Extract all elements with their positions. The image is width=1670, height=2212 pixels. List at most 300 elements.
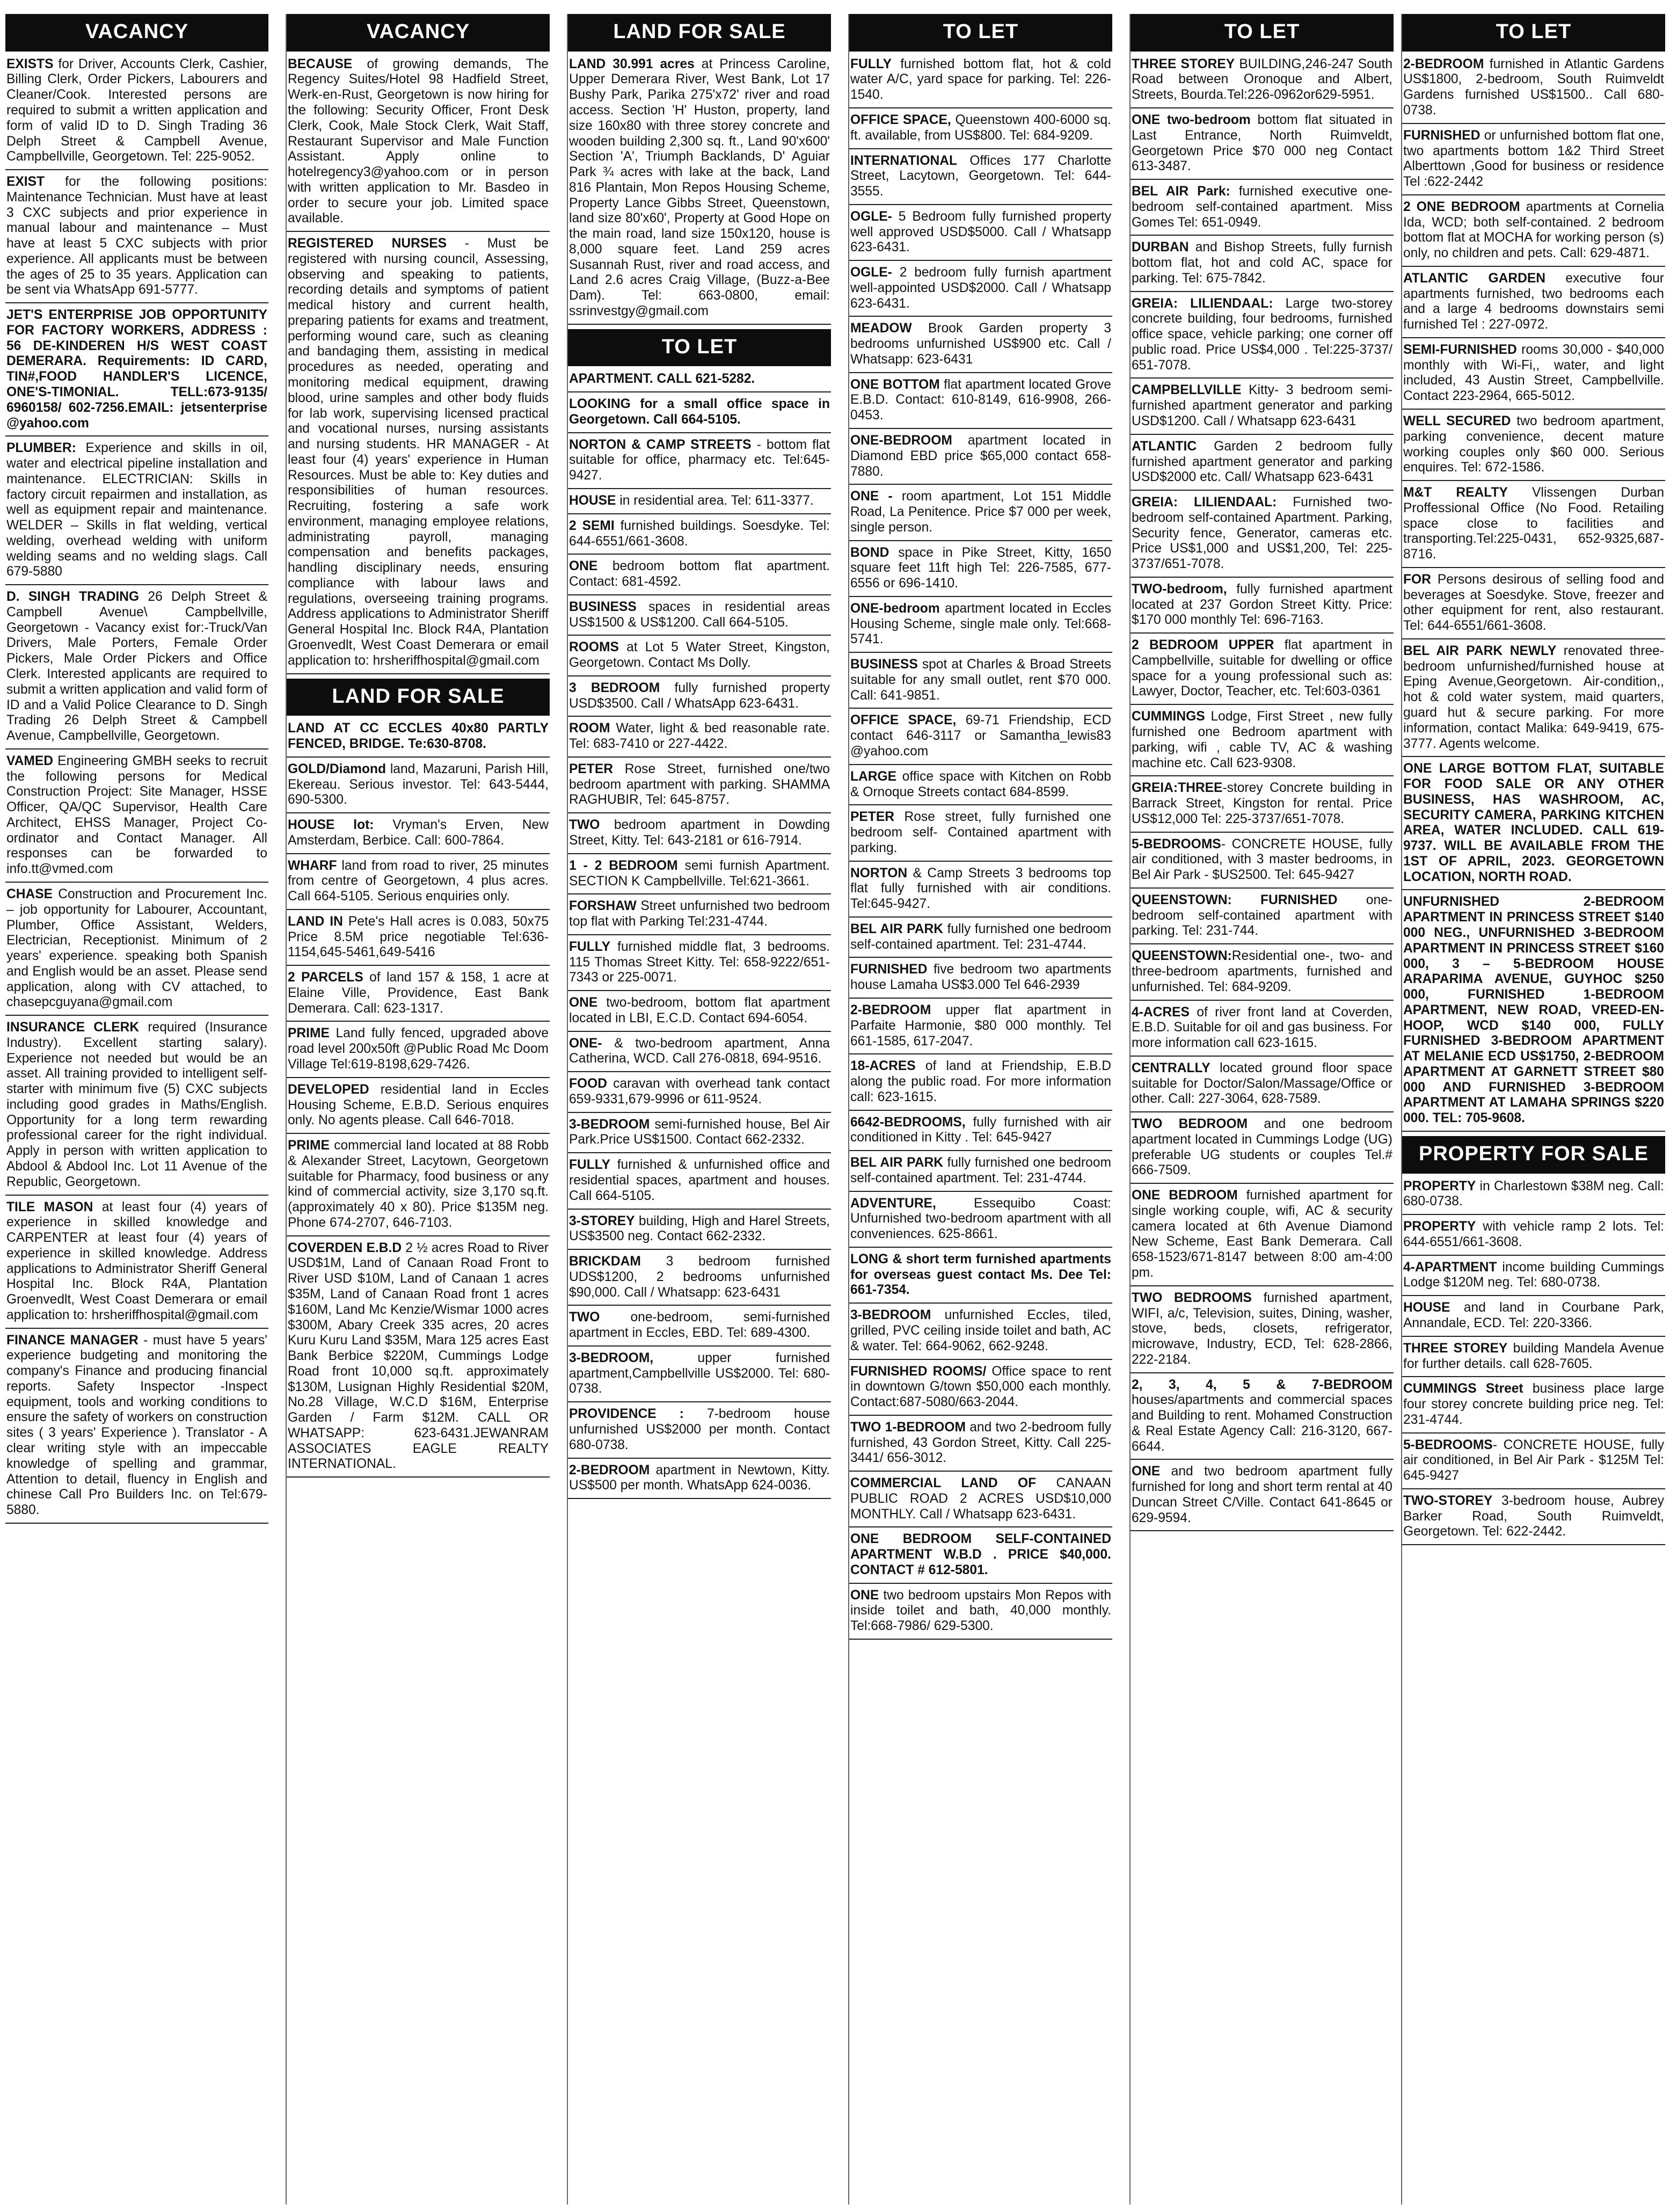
classified-ad — [1131, 1291, 1394, 1373]
ad-body-text: apartment located in Diamond EBD price $65,000 contact 658-7880. — [850, 433, 1111, 479]
ad-lead-text: ONE - — [850, 489, 893, 504]
ad-body-text: one-bedroom, semi-furnished apartment in Eccles, EBD. Tel: 689-4300. — [569, 1310, 830, 1341]
classified-ad — [1402, 894, 1665, 1131]
ad-body-text: Vlissengen Durban Proffessional Office (No Food. Retailing space close to facilities and transporting.Tel:225-0431, 652-9325,687-8716. — [1403, 485, 1664, 562]
classified-ad — [849, 489, 1112, 541]
ad-body-text: spot at Charles & Broad Streets suitable for any small outlet, rent $70 000. Call: 641-9851. — [850, 657, 1111, 703]
ad-lead-text: 3-BEDROOM — [850, 1308, 931, 1323]
ad-lead-text: COMMERCIAL LAND OF — [850, 1476, 1037, 1491]
ad-lead-text: D. SINGH TRADING — [6, 590, 140, 605]
ad-body-text: flat apartment located Grove E.B.D. Contact: 610-8149, 616-9908, 266-0453. — [850, 377, 1111, 423]
ad-lead-text: TWO 1-BEDROOM — [850, 1420, 966, 1435]
ad-lead-text: BRICKDAM — [569, 1254, 641, 1269]
classified-ad — [287, 762, 550, 813]
ad-body-text: bedroom bottom flat apartment. Contact: 681-4592. — [569, 559, 830, 590]
ad-body-text: apartments at Cornelia Ida, WCD; both self-contained. 2 bedroom bottom flat at MOCHA for working person (s) only, no children and pets. Call: 629-4871. — [1403, 199, 1664, 261]
ad-body-text: apartment in Newtown, Kitty. US$500 per month. WhatsApp 624-0036. — [569, 1462, 830, 1493]
ad-body-text: two bedroom apartment, parking convenience, decent mature working couples only $60 000. Serious enquires. Tel: 672-1586. — [1403, 414, 1665, 475]
ad-lead-text: 3-BEDROOM — [569, 1117, 650, 1132]
ad-lead-text: FOOD — [569, 1076, 608, 1092]
ad-lead-text: OFFICE SPACE, — [850, 112, 951, 127]
classified-ad — [849, 154, 1112, 205]
classified-ad — [5, 887, 268, 1016]
ad-body-text: houses/apartments and commercial spaces and Building to rent. Mohamed Construction & Real Estate Agency Call: 216-3120, 667-6644. — [1132, 1393, 1392, 1454]
ad-body-text: Residential one-, two- and three-bedroom apartments, furnished and unfurnished. Tel: 684-9209. — [1132, 949, 1392, 994]
ad-body-text: and two bedroom apartment fully furnished for long and short term rental at 40 Duncan Street C/Ville. Contact 641-8645 or 629-9594. — [1132, 1464, 1392, 1525]
ad-body-text: at Princess Caroline, Upper Demerara River, West Bank, Lot 17 Bushy Park, Parika 275'x72' river and road access. Section 'H' Huston, property, land size 160x80 with three storey concrete and wooden building 2,300 sq. ft., Land 90'x600' Section 'A', Triumph Backlands, D' Aguiar Park ¾ acres with lake at the back, Land 816 Plantain, Mon Repos Housing Scheme, Property Lance Gibbs Street, Queenstown, land size 80'x60', Property at Good Hope on the main road, land size 150x120, house is 8,000 square feet. Land 259 acres Susannah Rust, river and road access, and Land 2.6 acres Craig Village, (Buzz-a-Bee Dam). Tel: 663-0800, email: ssrinvestgy@gmail.com — [569, 56, 830, 318]
ad-body-text: caravan with overhead tank contact 659-9331,679-9996 or 611-9524. — [569, 1076, 830, 1107]
classified-ad — [568, 57, 831, 325]
ad-lead-text: INSURANCE CLERK — [6, 1020, 140, 1035]
ad-body-text: Lodge, First Street , new fully furnished one Bedroom apartment with parking, wifi , cable TV, AC & washing machine etc. Call 623-9308. — [1132, 709, 1392, 770]
ad-body-text: spaces in residential areas US$1500 & US$1200. Call 664-5105. — [569, 599, 830, 630]
classified-ad — [5, 308, 268, 436]
ad-lead-text: ONE BOTTOM — [850, 377, 940, 392]
ad-lead-text: DEVELOPED — [288, 1082, 369, 1097]
ad-body-text: & two-bedroom apartment, Anna Catherina, WCD. Call 276-0818, 694-9516. — [569, 1036, 830, 1066]
classified-ad — [849, 1420, 1112, 1472]
ad-body-text: Construction and Procurement Inc. – job opportunity for Labourer, Accountant, Plumber, Office Assistant, Welders, Electrician, Receptionist. Minimum of 2 years' experience. speaking both Spanish and English would be an asset. Please send application, along with CV attached, to chasepcguyana@gmail.com — [6, 886, 267, 1010]
ad-body-text: Vryman's Erven, New Amsterdam, Berbice. Call: 600-7864. — [288, 818, 549, 848]
ad-body-text: 3-bedroom house, Aubrey Barker Road, South Ruimveldt, Georgetown. Tel: 622-2442. — [1403, 1493, 1664, 1539]
classified-ad — [849, 433, 1112, 485]
ad-body-text: office space with Kitchen on Robb & Ornoque Streets contact 684-8599. — [850, 769, 1111, 799]
ad-body-text: with vehicle ramp 2 lots. Tel: 644-6551/661-3608. — [1403, 1219, 1664, 1249]
ad-lead-text: PRIME — [288, 1138, 330, 1153]
classified-ad — [568, 372, 831, 392]
ad-lead-text: ROOMS — [569, 640, 619, 655]
ad-body-text: Water, light & bed reasonable rate. Tel: 683-7410 or 227-4422. — [569, 721, 830, 752]
section-header: TO LET — [849, 14, 1112, 52]
classified-ad — [1131, 1378, 1394, 1460]
classified-ad — [1402, 1179, 1665, 1216]
classified-ad — [568, 681, 831, 717]
classified-ad — [568, 1214, 831, 1250]
column-5 — [1129, 14, 1394, 2204]
ad-body-text: and land in Courbane Park, Annandale, ECD. Tel: 220-3366. — [1403, 1300, 1664, 1330]
ad-body-text: furnished executive one-bedroom self-contained apartment. Miss Gomes Tel: 651-0949. — [1132, 184, 1392, 230]
ad-body-text: - must have 5 years' experience budgeting and monitoring the company's Finance and producing financial reports. Safety Inspector -Inspect equipment, tools and working conditions to ensure the safety of workers on construction sites ( 3 years' Experience ). Translator - A clear writing style with an impeccable knowledge of spelling and grammar, Attention to detail, fluency in English and chinese Call Pro Builders Inc. on Tel:679-5880. — [6, 1333, 267, 1518]
ad-body-text: in Charlestown $38M neg. Call: 680-0738. — [1403, 1178, 1664, 1209]
classified-ad — [1131, 184, 1394, 236]
ad-lead-text: 3 BEDROOM — [569, 680, 660, 695]
ad-body-text: income building Cummings Lodge $120M neg. Tel: 680-0738. — [1403, 1260, 1664, 1290]
ad-body-text: furnished & unfurnished office and residential spaces, apartment and houses. Call 664-5105. — [569, 1158, 830, 1203]
ad-lead-text: ONE BEDROOM — [1132, 1188, 1238, 1203]
ad-lead-text: ADVENTURE, — [850, 1196, 936, 1211]
ad-body-text: furnished buildings. Soesdyke. Tel: 644-6551/661-3608. — [569, 518, 830, 549]
ad-lead-text: QUEENSTOWN: — [1132, 949, 1232, 964]
classified-ad — [568, 1158, 831, 1209]
ad-lead-text: 2-BEDROOM — [569, 1462, 650, 1478]
ad-lead-text: HOUSE — [569, 493, 616, 508]
ad-lead-text: BOND — [850, 545, 889, 560]
ad-body-text: land from road to river, 25 minutes from centre of Georgetown, 4 plus acres. Call 664-5105. Serious enquiries only. — [288, 858, 549, 904]
classified-ad — [1402, 1381, 1665, 1433]
ad-lead-text: DURBAN — [1132, 240, 1189, 255]
ad-body-text: Persons desirous of selling food and beverages at Soesdyke. Stove, freezer and other equipment for rent, also restaurant. Tel: 644-6551/661-3608. — [1403, 572, 1664, 634]
classified-ad — [849, 922, 1112, 958]
ad-lead-text: FURNISHED — [1403, 128, 1481, 143]
classified-ad — [849, 265, 1112, 317]
classified-ad — [287, 858, 550, 910]
ad-lead-text: WELL SECURED — [1403, 414, 1511, 428]
ad-lead-text: BEL AIR PARK — [850, 1155, 944, 1170]
ad-body-text: Pete's Hall acres is 0.083, 50x75 Price 8.5M price negotiable Tel:636-1154,645-5461,649-5416 — [288, 914, 549, 960]
classified-ad — [1131, 638, 1394, 705]
classified-ad — [1402, 57, 1665, 124]
ad-body-text: executive four apartments furnished, two bedrooms each and a large 4 bedrooms downstairs semi furnished Tel : 227-0972. — [1403, 271, 1665, 332]
classified-ad — [849, 601, 1112, 653]
classified-ad — [568, 519, 831, 555]
section-header: LAND FOR SALE — [287, 679, 550, 716]
ad-body-text: CANAAN PUBLIC ROAD 2 ACRES USD$10,000 MONTHLY. Call / Whatsapp 623-6431. — [850, 1476, 1111, 1522]
classified-ad — [849, 1308, 1112, 1359]
classified-ad — [568, 1036, 831, 1073]
ad-lead-text: ONE — [850, 1588, 879, 1603]
ad-body-text: semi furnish Apartment. SECTION K Campbellville. Tel:621-3661. — [569, 858, 830, 889]
classified-ad — [849, 1476, 1112, 1527]
ad-lead-text: GOLD/Diamond — [288, 761, 386, 776]
ad-body-text: fully furnished one bedroom self-contained apartment. Tel: 231-4744. — [850, 921, 1111, 952]
ad-lead-text: FURNISHED — [850, 962, 928, 977]
ad-lead-text: 2 SEMI — [569, 518, 615, 533]
ad-body-text: Kitty- 3 bedroom semi-furnished apartment generator and parking USD$1200. Call / Whatsapp 623-6431 — [1132, 383, 1392, 428]
classified-ad — [849, 810, 1112, 861]
ad-lead-text: TWO-STOREY — [1403, 1493, 1493, 1508]
classified-ad — [568, 1463, 831, 1500]
classified-ad — [568, 940, 831, 991]
ad-lead-text: BECAUSE — [288, 56, 353, 71]
ad-lead-text: SEMI-FURNISHED — [1403, 342, 1517, 357]
ad-lead-text: 5-BEDROOMS — [1132, 836, 1221, 852]
ad-lead-text: LONG & short term furnished apartments for overseas guest contact Ms. Dee Tel: 661-7354. — [850, 1251, 1111, 1298]
ad-lead-text: PRIME — [288, 1026, 330, 1041]
classified-ad — [849, 657, 1112, 709]
classified-ad — [1402, 572, 1665, 639]
ad-body-text: of land at Friendship, E.B.D along the public road. For more information call: 623-1615. — [850, 1059, 1111, 1104]
classified-ad — [568, 1076, 831, 1113]
ad-body-text: - CONCRETE HOUSE, fully air conditioned, in Bel Air Park - $125M Tel: 645-9427 — [1403, 1437, 1664, 1483]
ad-lead-text: TWO BEDROOMS — [1132, 1290, 1252, 1305]
classified-ad — [568, 995, 831, 1032]
ad-body-text: Office space to rent in downtown G/town $50,000 each monthly. Contact:687-5080/663-2044. — [850, 1364, 1112, 1410]
classified-ad — [849, 1003, 1112, 1054]
ad-body-text: 69-71 Friendship, ECD contact 646-3117 or Samantha_lewis83 @yahoo.com — [850, 713, 1111, 759]
ad-body-text: upper furnished apartment,Campbellville US$2000. Tel: 680-0738. — [569, 1350, 830, 1396]
ad-body-text: apartment located in Eccles Housing Scheme, single male only. Tel:668-5741. — [850, 601, 1111, 647]
classified-ad — [568, 493, 831, 514]
classified-ad — [568, 899, 831, 935]
ad-lead-text: 2 BEDROOM UPPER — [1132, 638, 1274, 653]
classified-ad — [287, 914, 550, 966]
classified-ad — [1402, 644, 1665, 757]
ad-lead-text: 2-BEDROOM — [1403, 56, 1484, 71]
ad-lead-text: CENTRALLY — [1132, 1060, 1210, 1075]
ad-body-text: for Driver, Accounts Clerk, Cashier, Billing Clerk, Order Pickers, Labourers and Cleaner/Cook. Interested persons are required to submit a written application and form of valid ID to D. Singh Trading 36 Delph Street & Campbell Avenue, Campbellville, Georgetown. Tel: 225-9052. — [6, 56, 267, 164]
ad-lead-text: 5-BEDROOMS — [1403, 1437, 1493, 1452]
classified-ad — [1402, 343, 1665, 410]
classified-ad — [1402, 271, 1665, 338]
section-header: VACANCY — [287, 14, 550, 52]
classified-ad — [1131, 582, 1394, 634]
ad-lead-text: PETER — [569, 761, 613, 776]
classified-ad — [1131, 495, 1394, 578]
classified-ad — [5, 1020, 268, 1195]
classified-ad — [1131, 296, 1394, 379]
ad-lead-text: LAND 30.991 acres — [569, 56, 695, 71]
ad-lead-text: UNFURNISHED 2-BEDROOM APARTMENT IN PRINCESS STREET $140 000 NEG., UNFURNISHED 3-BEDROOM APARTMENT IN PRINCESS STREET $160 000, 3 – 5-BEDROOM HOUSE ARAPARIMA AVENUE, GUYHOC $250 000, FURNISHED 1-BEDROOM APARTMENT, NEW ROAD, VREED-EN-HOOP, WCD $140 000, FULLY FURNISHED 3-BEDROOM APARTMENT AT MELANIE ECD US$1750, 2-BEDROOM APARTMENT AT GARNETT STREET $80 000 AND FURNISHED 3-BEDROOM APARTMENT AT LAMAHA SPRINGS $220 000. TEL: 705-9608. — [1403, 894, 1664, 1126]
classified-ad — [1131, 1061, 1394, 1112]
ad-lead-text: 2-BEDROOM — [850, 1002, 931, 1017]
section-header: LAND FOR SALE — [568, 14, 831, 52]
classified-ad — [1131, 240, 1394, 292]
classified-ad — [849, 866, 1112, 918]
classified-ad — [849, 1059, 1112, 1110]
column-1 — [5, 14, 268, 2204]
classified-ad — [1402, 1341, 1665, 1378]
ad-body-text: building, High and Harel Streets, US$3500 neg. Contact 662-2332. — [569, 1213, 830, 1244]
ad-lead-text: 2 PARCELS — [288, 970, 363, 985]
section-header: PROPERTY FOR SALE — [1402, 1136, 1665, 1174]
ad-body-text: 2 ½ acres Road to River USD$1M, Land of Canaan Road Front to River USD $10M, Land of Canaan 1 acres $35M, Land of Canaan Road front 1 acres $160M, Land Mc Kenzie/Wismar 1000 acres $300M, Abary Creek 335 acres, 20 acres Kuru Kuru Land $35M, Mara 125 acres East Bank Berbice $220M, Cummings Lodge Road front 10,000 sq.ft. approximately $130M, Lusignan Highly Residential $20M, No.28 Village, W.C.D $16M, Enterprise Garden / Farm $12M. CALL OR WHATSAPP: 623-6431.JEWANRAM ASSOCIATES EAGLE REALTY INTERNATIONAL. — [288, 1240, 549, 1472]
ad-lead-text: 1 - 2 BEDROOM — [569, 858, 678, 873]
section-header: TO LET — [568, 329, 831, 367]
ad-body-text: of land 157 & 158, 1 acre at Elaine Ville, Providence, East Bank Demerara. Call: 623-1317. — [288, 970, 549, 1016]
classified-ad — [1131, 383, 1394, 434]
ad-lead-text: LAND AT CC ECCLES 40x80 PARTLY FENCED, BRIDGE. Te:630-8708. — [288, 721, 549, 751]
ad-lead-text: EXIST — [6, 174, 45, 190]
ad-lead-text: GREIA: LILIENDAAL: — [1132, 495, 1277, 510]
classified-ad — [287, 1082, 550, 1134]
ad-body-text: furnished apartment, WIFI, a/c, Television, suites, Dining, washer, stove, beds, closets, refrigerator, microwave, Industry, ECD, Tel: 628-2866, 222-2184. — [1132, 1290, 1392, 1367]
ad-lead-text: THREE STOREY — [1403, 1341, 1508, 1356]
ad-body-text: of growing demands, The Regency Suites/Hotel 98 Hadfield Street, Werk-en-Rust, Georgetown is now hiring for the following: Security Officer, Front Desk Clerk, Cook, Male Stock Clerk, Wait Staff, Restaurant Supervisor and Male Function Assistant. Apply online to hotelregency3@yahoo.com or in person with written application to Mr. Basdeo in order to secure your job. Limited space available. — [288, 56, 549, 226]
classified-ad — [287, 1026, 550, 1078]
classified-ad — [1131, 1005, 1394, 1057]
ad-body-text: five bedroom two apartments house Lamaha US$3.000 Tel 646-2939 — [850, 962, 1111, 993]
classified-ad — [1402, 761, 1665, 890]
ad-body-text: furnished apartment for single working couple, wifi, AC & security camera located at 6th Avenue Diamond New Scheme, East Bank Demerara. Call 658-1523/671-8147 between 8:00 am-4:00 pm. — [1132, 1188, 1393, 1280]
ad-body-text: 5 Bedroom fully furnished property well approved USD$5000. Call / Whatsapp 623-6431. — [850, 209, 1111, 255]
ad-lead-text: 3-BEDROOM, — [569, 1350, 654, 1365]
ad-body-text: space in Pike Street, Kitty, 1650 square feet 11ft high Tel: 226-7585, 677-6556 or 696-1410. — [850, 545, 1111, 591]
ad-body-text: building Mandela Avenue for further details. call 628-7605. — [1403, 1341, 1664, 1371]
classified-ad — [849, 113, 1112, 149]
ad-lead-text: MEADOW — [850, 321, 912, 336]
ad-body-text: - bottom flat suitable for office, pharmacy etc. Tel:645-9427. — [569, 437, 830, 483]
ad-body-text: commercial land located at 88 Robb & Alexander Street, Lacytown, Georgetown suitable for Pharmacy, food business or any kind of commercial activity, size 3,170 sq.ft. (approximately 40 x 80). Price $135M neg. Phone 674-2707, 646-7103. — [288, 1138, 549, 1230]
ad-lead-text: ONE-bedroom — [850, 601, 940, 616]
ad-body-text: fully furnished one bedroom self-contained apartment. Tel: 231-4744. — [850, 1155, 1111, 1185]
ad-body-text: Experience and skills in oil, water and electrical pipeline installation and maintenance. ELECTRICIAN: Skills in factory circuit repairmen and installation, as well as equipment repair and maintenance. WELDER – Skills in flat welding, vertical welding, overhead welding with uniform welding seams and no welding slags. Call 679-5880 — [6, 441, 267, 579]
classified-ad — [5, 1333, 268, 1524]
ad-lead-text: FOR — [1403, 572, 1431, 587]
ad-lead-text: PROVIDENCE : — [569, 1407, 684, 1422]
classified-ad — [1131, 893, 1394, 944]
classified-ad — [1131, 709, 1394, 776]
classified-ad — [1131, 781, 1394, 832]
classified-ad — [1402, 485, 1665, 568]
ad-body-text: land, Mazaruni, Parish Hill, Ekereau. Serious investor. Tel: 643-5444, 690-5300. — [288, 761, 549, 807]
ad-lead-text: 2, 3, 4, 5 & 7-BEDROOM — [1132, 1377, 1392, 1392]
column-4 — [848, 14, 1112, 2204]
ad-lead-text: TILE MASON — [6, 1199, 93, 1214]
ad-lead-text: FURNISHED ROOMS/ — [850, 1364, 987, 1379]
classified-ad — [849, 769, 1112, 806]
ad-body-text: or unfurnished bottom flat one, two apartments bottom 1&2 Third Street Alberttown ,Good for business or residence Tel :622-2442 — [1403, 128, 1664, 190]
classified-ad — [5, 441, 268, 585]
ad-lead-text: ONE BEDROOM SELF-CONTAINED APARTMENT W.B.D . PRICE $40,000. CONTACT # 612-5801. — [850, 1532, 1111, 1577]
classified-ad — [5, 1200, 268, 1329]
ad-body-text: 26 Delph Street & Campbell Avenue\ Campbellville, Georgetown - Vacancy exist for:-Truck/Van Drivers, Male Porters, Female Order Pickers, Male Order Pickers and Office Clerk. Interested applicants are required to submit a written application and valid form of ID and a Valid Police Clearance to D. Singh Trading 26 Delph Street & Campbell Avenue, Campbellville, Georgetown. — [6, 590, 267, 744]
ad-lead-text: ATLANTIC — [1132, 439, 1197, 454]
classified-ad — [1402, 1300, 1665, 1337]
classified-ad — [1131, 113, 1394, 180]
classified-ad — [849, 321, 1112, 373]
ad-body-text: - CONCRETE HOUSE, fully air conditioned, with 3 master bedrooms, in Bel Air Park - $US2500. Tel: 645-9427 — [1132, 836, 1392, 883]
classified-ad — [849, 1588, 1112, 1640]
classified-ad — [287, 1138, 550, 1236]
classified-ad — [568, 1254, 831, 1306]
ad-body-text: two bedroom upstairs Mon Repos with inside toilet and bath, 40,000 monthly. Tel:668-7986/ 629-5300. — [850, 1588, 1111, 1634]
ad-body-text: in residential area. Tel: 611-3377. — [616, 493, 814, 508]
classified-ad — [568, 1351, 831, 1402]
classified-ad — [568, 818, 831, 854]
ad-lead-text: CHASE — [6, 886, 53, 901]
classified-ad — [1131, 1464, 1394, 1531]
classified-ad — [1131, 949, 1394, 1000]
classified-ad — [568, 640, 831, 676]
classified-ad — [1402, 128, 1665, 195]
ad-lead-text: 6642-BEDROOMS, — [850, 1115, 966, 1130]
classified-ad — [849, 1252, 1112, 1304]
ad-body-text: Queenstown 400-6000 sq. ft. available, from US$800. Tel: 684-9209. — [850, 112, 1111, 143]
ad-lead-text: TWO BEDROOM — [1132, 1117, 1248, 1132]
classified-ad — [568, 762, 831, 813]
ad-lead-text: FULLY — [569, 1158, 610, 1173]
ad-body-text: Engineering GMBH seeks to recruit the following persons for Medical Construction Project: Site Manager, HSSE Officer, QA/QC Supervisor, Health Care Architect, EHSS Manager, Project Co-ordinator and Contact Manager. All responses can be forwarded to info.tt@vmed.com — [6, 753, 267, 877]
ad-body-text: two-bedroom, bottom flat apartment located in LBI, E.C.D. Contact 694-6054. — [569, 995, 830, 1025]
column-2 — [286, 14, 550, 2204]
classified-ad — [849, 1364, 1112, 1416]
classified-ad — [849, 962, 1112, 999]
classified-ad — [1131, 1188, 1394, 1286]
ad-body-text: furnished bottom flat, hot & cold water A/C, yard space for parking. Tel: 226-1540. — [850, 56, 1111, 103]
classified-ad — [849, 545, 1112, 597]
ad-body-text: BUILDING,246-247 South Road between Oronoque and Albert, Streets, Bourda.Tel:226-0962or629-5951. — [1132, 56, 1392, 103]
ad-lead-text: CUMMINGS — [1132, 709, 1205, 724]
ad-lead-text: BUSINESS — [569, 599, 637, 614]
ad-lead-text: CAMPBELLVILLE — [1132, 383, 1242, 398]
classified-ad — [287, 721, 550, 758]
ad-body-text: and one bedroom apartment located in Cummings Lodge (UG) preferable UG students or couples Tel.# 666-7509. — [1132, 1117, 1392, 1178]
classified-ad — [849, 377, 1112, 429]
ad-body-text: fully furnished with air conditioned in Kitty . Tel: 645-9427 — [850, 1115, 1111, 1145]
ad-lead-text: BEL AIR PARK — [850, 921, 944, 936]
ad-body-text: located ground floor space suitable for Doctor/Salon/Massage/Office or other. Call: 227-3064, 628-7589. — [1132, 1060, 1392, 1107]
ad-lead-text: PROPERTY — [1403, 1219, 1476, 1234]
ad-body-text: one-bedroom self-contained apartment with parking. Tel: 231-744. — [1132, 892, 1392, 938]
classified-ad — [1402, 200, 1665, 267]
column-3 — [567, 14, 831, 2204]
classified-ad — [287, 57, 550, 232]
classified-ad — [568, 1117, 831, 1154]
ad-lead-text: VAMED — [6, 753, 53, 768]
ad-lead-text: ROOM — [569, 721, 610, 736]
ad-lead-text: NORTON — [850, 865, 908, 881]
classified-ad — [849, 1155, 1112, 1192]
ad-body-text: furnished middle flat, 3 bedrooms. 115 Thomas Street Kitty. Tel: 658-9222/651-7343 or 225-0071. — [569, 939, 830, 985]
ad-body-text: Brook Garden property 3 bedrooms unfurnished US$900 etc. Call / Whatsapp: 623-6431 — [850, 321, 1111, 367]
classified-ad — [5, 754, 268, 883]
ad-body-text: required (Insurance Industry). Excellent starting salary). Experience not needed but would be an asset. All training provided to intelligent self-starter with minimum five (5) CXC subjects including good grades in Maths/English. Opportunity for a long term rewarding professional career for the right individual. Apply in person with written application to Abdool & Abdool Inc. Lot 11 Avenue of the Republic, Georgetown. — [6, 1020, 267, 1189]
ad-lead-text: TWO — [569, 818, 600, 833]
classified-ad — [568, 397, 831, 433]
ad-lead-text: THREE STOREY — [1132, 56, 1235, 71]
ad-body-text: Street unfurnished two bedroom top flat with Parking Tel:231-4744. — [569, 899, 830, 929]
ad-body-text: Garden 2 bedroom fully furnished apartment generator and parking USD$2000 etc. Call/ Whatsapp 623-6431 — [1132, 439, 1392, 485]
ad-lead-text: LAND IN — [288, 914, 343, 929]
classified-ad — [568, 721, 831, 758]
classified-ad — [849, 1532, 1112, 1583]
ad-lead-text: QUEENSTOWN: FURNISHED — [1132, 892, 1338, 907]
classified-ad — [1402, 414, 1665, 481]
ad-lead-text: APARTMENT. CALL 621-5282. — [569, 372, 755, 387]
ad-lead-text: INTERNATIONAL — [850, 153, 958, 168]
ad-body-text: Offices 177 Charlotte Street, Lacytown, Georgetown. Tel: 644-3555. — [850, 153, 1111, 199]
ad-body-text: at Lot 5 Water Street, Kingston, Georgetown. Contact Ms Dolly. — [569, 640, 830, 671]
ad-body-text: residential land in Eccles Housing Scheme, E.B.D. Serious enquires only. No agents please. Call 646-7018. — [288, 1082, 549, 1128]
ad-lead-text: LARGE — [850, 769, 897, 784]
ad-body-text: for the following positions: Maintenance Technician. Must have at least 3 CXC subjects and prior experience in manual labour and maintenance – Must have at least 5 CXC subjects with prior experience. All applicants must be between the ages of 25 to 35 years. Application can be sent via WhatsApp 691-5777. — [6, 174, 267, 297]
ad-body-text: upper flat apartment in Parfaite Harmonie, $80 000 monthly. Tel 661-1585, 617-2047. — [850, 1002, 1111, 1049]
ad-lead-text: JET'S ENTERPRISE JOB OPPORTUNITY FOR FACTORY WORKERS, ADDRESS : 56 DE-KINDEREN H/S WEST COAST DEMERARA. Requirements: ID CARD, TIN#,FOOD HANDLER'S LICENCE, ONE'S-TIMONIAL. TELL:673-9135/ 6960158/ 602-7256.EMAIL: jetsenterprise @yahoo.com — [6, 308, 267, 431]
ad-lead-text: ONE two-bedroom — [1132, 112, 1251, 127]
ad-lead-text: M&T REALTY — [1403, 485, 1508, 500]
ad-lead-text: ONE-BEDROOM — [850, 433, 952, 448]
classified-ad — [849, 57, 1112, 108]
section-header: TO LET — [1131, 14, 1394, 52]
classified-ad — [287, 970, 550, 1022]
ad-body-text: 2 bedroom fully furnish apartment well-appointed USD$2000. Call / Whatsapp 623-6431. — [850, 265, 1111, 311]
ad-lead-text: HOUSE lot: — [288, 818, 374, 833]
ad-lead-text: ATLANTIC GARDEN — [1403, 271, 1546, 286]
ad-body-text: semi-furnished house, Bel Air Park.Price US$1500. Contact 662-2332. — [569, 1117, 830, 1147]
ad-lead-text: ONE — [1132, 1464, 1161, 1479]
classified-ad — [287, 236, 550, 674]
ad-body-text: 3 bedroom furnished UDS$1200, 2 bedrooms unfurnished $90,000. Call / Whatsapp: 623-6431 — [569, 1254, 830, 1300]
ad-body-text: at least four (4) years of experience in skilled knowledge and CARPENTER at least four (4) years of experience in skilled knowledge. Address applications to Administrator Sheriff General Hospital Inc. Block R4A, Plantation Groenvedlt, West Coast Demerara or email application to: hrsheriffhospital@gmail.com — [6, 1199, 267, 1322]
ad-lead-text: PROPERTY — [1403, 1178, 1476, 1194]
ad-body-text: unfurnished Eccles, tiled, grilled, PVC ceiling inside toilet and bath, AC & water. Tel: 664-9062, 662-9248. — [850, 1308, 1111, 1354]
classified-ad — [287, 1241, 550, 1478]
ad-lead-text: ONE — [569, 559, 598, 574]
classifieds-page — [5, 0, 1664, 2208]
classified-ad — [1131, 439, 1394, 491]
ad-lead-text: ONE LARGE BOTTOM FLAT, SUITABLE FOR FOOD SALE OR ANY OTHER BUSINESS, HAS WASHROOM, AC, SECURITY CAMERA, PARKING KITCHEN AREA, WATER INCLUDED. CALL 619-9737. WILL BE AVAILABLE FROM THE 1ST OF APRIL, 2023. GEORGETOWN LOCATION, NORTH ROAD. — [1403, 761, 1664, 884]
ad-body-text: rooms 30,000 - $40,000 monthly with Wi-Fi,, water, and light included, 43 Austin Street, Campbellville. Contact 223-2964, 665-5012. — [1403, 342, 1664, 404]
classified-ad — [1402, 1438, 1665, 1489]
column-6 — [1401, 14, 1665, 2204]
ad-body-text: and two 2-bedroom fully furnished, 43 Gordon Street, Kitty. Call 225- 3441/ 656-3012. — [850, 1420, 1111, 1466]
ad-body-text: - Must be registered with nursing council, Assessing, observing and speaking to patients, recording details and symptoms of patient medical history and current health, preparing patients for exams and treatment, performing wound care, such as cleaning and bandaging them, assisting in medical procedures as needed, operating and monitoring medical equipment, drawing blood, urine samples and other body fluids for lab work, supervising licensed practical and vocational nurses, nursing assistants and nursing students. HR MANAGER - At least four (4) years' experience in Human Resources. Must be able to: Key duties and responsibilities of human resources. Recruiting, fostering a safe work environment, managing employee relations, administrating payroll, managing compensation and benefits packages, handling disciplinary needs, ensuring compliance with labour laws and regulations, overseeing training programs. Address applications to Administrator Sheriff General Hospital Inc. Block R4A, Plantation Groenvedlt, West Coast Demerara or email application to: hrsheriffhospital@gmail.com — [288, 236, 549, 668]
classified-ad — [568, 858, 831, 895]
ad-body-text: Rose street, fully furnished one bedroom self- Contained apartment with parking. — [850, 810, 1111, 855]
ad-lead-text: BEL AIR PARK NEWLY — [1403, 643, 1557, 658]
ad-lead-text: NORTON & CAMP STREETS — [569, 437, 752, 452]
classified-ad — [568, 438, 831, 489]
